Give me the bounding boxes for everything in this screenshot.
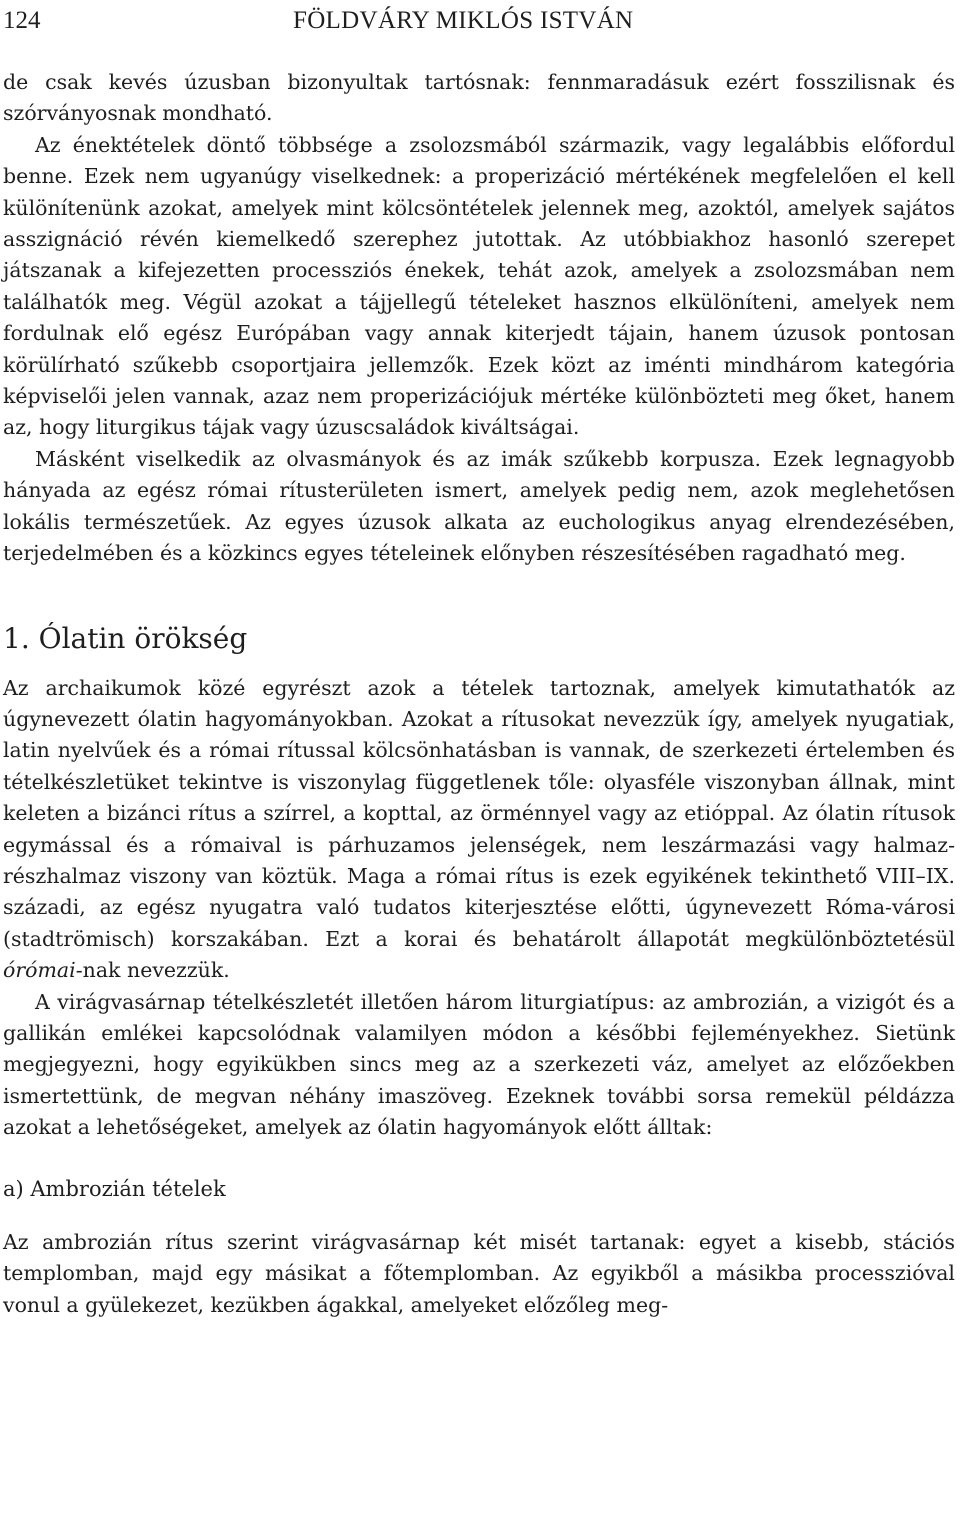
paragraph-6: Az ambrozián rítus szerint virágvasárnap két misét tartanak: egyet a kisebb, stációs templomban, majd egy másikat a főtemplomban. Az egyikből a másikba processzióval vonul a gyülekezet, kezükben ágakkal, amelyeket előzőleg meg- (3, 1230, 955, 1317)
page-body (3, 67, 955, 1321)
italic-term: órómai (3, 958, 76, 983)
paragraph-1: de csak kevés úzusban bizonyultak tartósnak: fennmaradásuk ezért fosszilisnak és szórványosnak mondható. (3, 70, 955, 126)
paragraph-4-suffix: -nak nevezzük. (75, 958, 230, 983)
paragraph-3: Másként viselkedik az olvasmányok és az imák szűkebb korpusza. Ezek legnagyobb hányada az egész római rítusterületen ismert, amelyek pedig nem, azok meglehetősen lokális természetűek. Az egyes úzusok alkata az euchologikus anyag elrendezésében, terjedelmében és a közkincs egyes tételeinek előnyben részesítésében ragadható meg. (3, 446, 955, 566)
page-number: 124 (3, 7, 41, 34)
paragraph-4-text: Az archaikumok közé egyrészt azok a tételek tartoznak, amelyek kimutathatók az úgynevezett ólatin hagyományokban. Azokat a rítusokat nevezzük így, amelyek nyugatiak, latin nyelvűek és a római rítussal kölcsönhatásban is vannak, de szerkezeti értelemben és tételkészletüket tekintve is viszonylag függetlenek tőle: olyasféle viszonyban állnak, mint keleten a bizánci rítus a szírrel, a kopttal, az örménnyel vagy az etióppal. Az ólatin rítusok egymással és a rómaival is párhuzamos jelenségek, nem leszármazási vagy halmaz-részhalmaz viszony van köztük. Maga a római rítus is ezek egyikének tekinthető VIII–IX. századi, az egész nyugatra való tudatos kiterjesztése előtti, úgynevezett Róma-városi (stadtrömisch) korszakában. Ezt a korai és behatárolt állapotát megkülönböztetésül (3, 675, 955, 951)
running-head (3, 4, 953, 38)
paragraph-5: A virágvasárnap tételkészletét illetően három liturgiatípus: az ambrozián, a vizigót és a gallikán emlékei kapcsolódnak valamilyen módon a későbbi fejleményekhez. Sietünk megjegyezni, hogy egyikükben sincs meg az a szerkezeti váz, amelyet az előzőekben ismertettünk, de megvan néhány imaszöveg. Ezeknek további sorsa remekül példázza azokat a lehetőségeket, amelyek az ólatin hagyományok előtt álltak: (3, 989, 955, 1140)
subsection-heading: a) Ambrozián tételek (3, 1176, 226, 1201)
paragraph-4 (3, 673, 955, 987)
section-heading: 1. Ólatin örökség (3, 621, 248, 655)
running-title: FÖLDVÁRY MIKLÓS ISTVÁN (293, 7, 634, 34)
paragraph-2: Az énektételek döntő többsége a zsolozsmából származik, vagy legalábbis előfordul benne. Ezek nem ugyanúgy viselkednek: a properizáció mértékének megfelelően el kell különítenünk azokat, amelyek mint kölcsöntételek jelennek meg, azoktól, amelyek sajátos asszignáció révén kiemelkedő szerephez jutottak. Az utóbbiakhoz hasonló szerepet játszanak a kifejezetten processziós énekek, tehát azok, amelyek a zsolozsmában nem találhatók meg. Végül azokat a tájjellegű tételeket hasznos elkülöníteni, amelyek nem fordulnak elő egész Európában vagy annak kiterjedt tájain, hanem úzusok pontosan körülírható szűkebb csoportjaira jellemzők. Ezek közt az iménti mindhárom kategória képviselői jelen vannak, azaz nem properizációjuk mértéke különbözteti meg őket, hanem az, hogy liturgikus tájak vagy úzuscsaládok kiváltságai. (3, 132, 955, 440)
